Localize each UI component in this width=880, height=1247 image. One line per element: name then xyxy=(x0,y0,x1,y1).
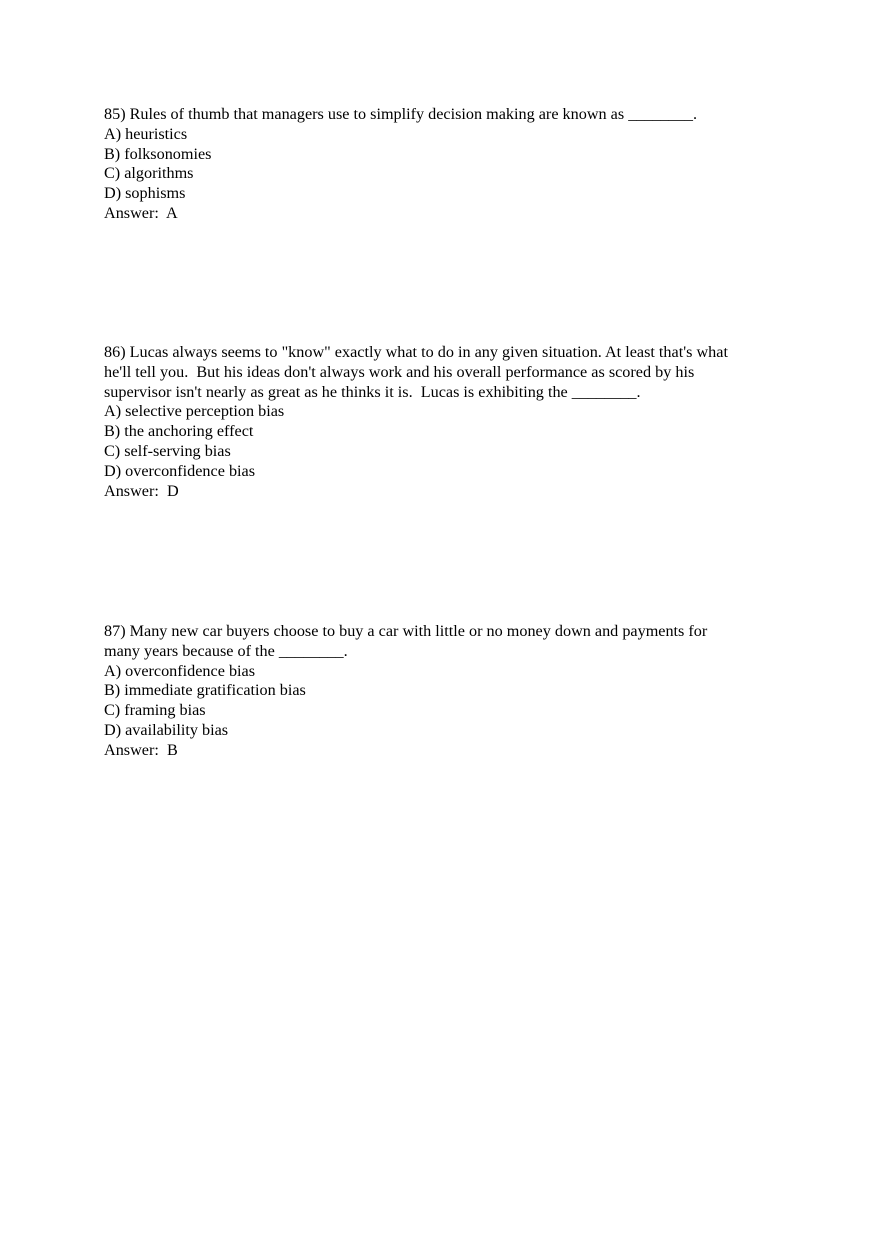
answer-option-d: D) sophisms xyxy=(104,184,186,203)
answer-option-c: C) self-serving bias xyxy=(104,441,231,460)
answer-option-b: B) immediate gratification bias xyxy=(104,681,306,700)
answer-key: Answer: B xyxy=(104,740,178,759)
question-stem-line: supervisor isn't nearly as great as he thinks it is. Lucas is exhibiting the ________. xyxy=(104,382,641,401)
answer-option-a: A) selective perception bias xyxy=(104,402,285,421)
answer-key: Answer: D xyxy=(104,481,179,500)
answer-option-c: C) framing bias xyxy=(104,701,206,720)
answer-option-d: D) overconfidence bias xyxy=(104,461,256,480)
answer-key: Answer: A xyxy=(104,203,178,222)
question-86 xyxy=(104,343,784,501)
question-87 xyxy=(104,622,784,761)
answer-option-c: C) algorithms xyxy=(104,164,194,183)
answer-option-a: A) overconfidence bias xyxy=(104,661,256,680)
answer-option-b: B) folksonomies xyxy=(104,144,212,163)
question-85 xyxy=(104,105,784,224)
question-stem-line: he'll tell you. But his ideas don't always work and his overall performance as scored by his xyxy=(104,362,695,381)
question-stem-line: 86) Lucas always seems to "know" exactly what to do in any given situation. At least that's what xyxy=(104,343,728,361)
question-stem-line: 87) Many new car buyers choose to buy a car with little or no money down and payments for xyxy=(104,622,708,640)
question-stem-line: 85) Rules of thumb that managers use to simplify decision making are known as ________. xyxy=(104,105,697,123)
question-stem-line: many years because of the ________. xyxy=(104,641,348,660)
answer-option-b: B) the anchoring effect xyxy=(104,422,254,441)
answer-option-d: D) availability bias xyxy=(104,720,229,739)
answer-option-a: A) heuristics xyxy=(104,124,188,143)
